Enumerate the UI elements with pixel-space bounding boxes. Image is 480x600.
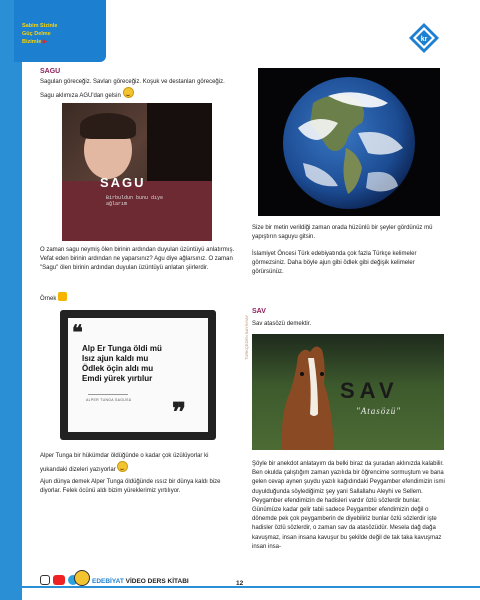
thumbs-up-icon [58, 292, 67, 301]
quote-line-4: Emdi yürek yırtılur [82, 374, 153, 383]
sagu-photo-caption: SAGU [100, 175, 146, 190]
quote-line-2: Isız ajun kaldı mu [82, 354, 149, 363]
sad-emoji-icon [117, 461, 128, 472]
sav-horse-photo [252, 334, 444, 450]
footer-mascot-logo [74, 570, 90, 586]
right-paragraph-2: İslamiyet Öncesi Türk edebiyatında çok fazla Türkçe kelimeler görmezsiniz. Daha böyle ajun gibi ödlek gibi değişik kelimeler görürsünüz. [252, 251, 417, 276]
page-number: 12 [236, 580, 244, 587]
sav-section-title: SAV [252, 308, 266, 315]
instagram-icon[interactable] [40, 575, 50, 585]
sagu-paragraph-2: Alper Tunga bir hükümdar öldüğünde o kadar çok üzülüyorlar ki yukarıdaki dizeleri yazıyorlar [40, 453, 209, 474]
sav-paragraph: Şöyle bir anekdot anlatayım da belki biraz da şuradan aklınızda kalabilir. Ben okulda çalıştığım zaman yazılıda bir öğrencime sormuştum ve bana gelen cevap aynen şuydu yazılı kağıdındaki Peygamber efendimizin ismi duyulduğunda söylediğimiz şey yani Sallallahu Aleyhi ve Sellem. Peygamber efendimizin de hadisleri vardır özlü sözlerdir bunlar. Günümüze kadar gelir tabii sadece Peygamber efendimizin değil o dönemde pek çok peygamberin de diyebiliriz bunlar özlü sözlerdir işte hadisler özlü sözlerdir, o zaman sav da atasözüdür. Mesela dağ dağa kavuşmaz, insan insana kavuşur bu şekilde değil de tak taka kavuşmaz insan insa- [252, 461, 445, 550]
svg-text:kr: kr [420, 36, 428, 43]
footer-title: EDEBİYAT VİDEO DERS KİTABI [92, 578, 189, 585]
open-quote-mark-icon: ❝ [72, 322, 83, 344]
quote-card [68, 318, 208, 432]
badge-line-1: Sabim Sizinle [22, 23, 58, 29]
badge-line-3: Bizimle ▶ [22, 39, 48, 45]
earth-globe-graphic [258, 68, 440, 216]
smile-emoji-icon [123, 87, 134, 98]
close-quote-mark-icon: ❞ [172, 398, 186, 427]
sav-photo-subtitle: "Atasözü" [356, 406, 402, 416]
social-icons [40, 575, 78, 585]
quote-lines [82, 344, 206, 384]
quote-line-1: Alp Er Tunga öldi mü [82, 344, 162, 353]
brand-logo-icon [408, 22, 440, 54]
example-label: Örnek [40, 292, 67, 304]
vertical-side-label: TÜRKÇEDEN BAYİNYAY [244, 314, 249, 360]
sav-intro: Sav atasözü demektir. [252, 321, 312, 327]
sav-photo-title: SAV [340, 378, 399, 403]
quote-line-3: Ödlek öçin aldı mu [82, 364, 154, 373]
quote-author: ALPER TUNGA SAGUSU [86, 398, 132, 402]
youtube-icon[interactable] [53, 575, 65, 585]
left-accent-stripe [0, 0, 22, 600]
sagu-photo-subtitle: Birbuldun bunu dıye ağlarım [106, 195, 164, 207]
badge-line-2: Güç Delme [22, 31, 51, 37]
sagu-section-title: SAGU [40, 68, 61, 75]
badge-text [22, 22, 102, 46]
sagu-intro: Sagulan göreceğiz. Savları göreceğiz. Koşuk ve destanları göreceğiz. Sagu aklımıza AGU'dan gelsin [40, 79, 225, 100]
sagu-paragraph-1: O zaman sagu neymiş ölen birinin ardından duyulan üzüntüyü anlatırmış. Vefat eden birinin ardından ne yaparsınız? Agu diye ağlarsınız. O zaman "Sagu" ölen birinin ardından duyulan üzüntüyü anlatan şiirlerdir. [40, 247, 235, 272]
earth-photo [258, 68, 440, 216]
right-paragraph-1: Size bir metin verildiği zaman orada hüzünlü bir şeyler gördünüz mü yapıştırın saguyu gitsin. [252, 225, 433, 241]
sagu-photo [62, 103, 212, 241]
sagu-paragraph-3: Ajun dünya demek Alper Tunga öldüğünde ıssız bir dünya kaldı bize diyorlar. Felek öcünü aldı bizim yüreklerimiz yırtılıyor. [40, 479, 221, 495]
